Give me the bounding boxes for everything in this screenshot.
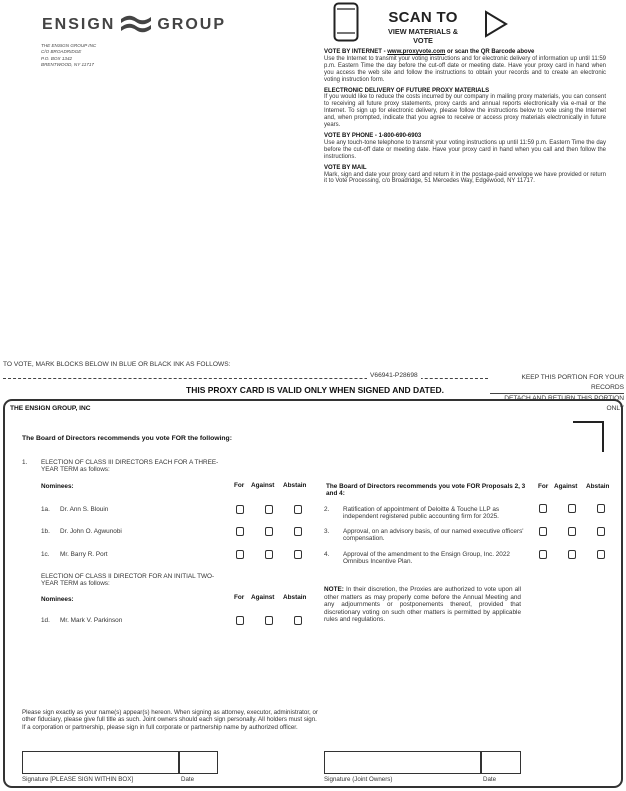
play-arrow-icon bbox=[483, 10, 509, 38]
proposals-recommendation: The Board of Directors recommends you vote FOR Proposals 2, 3 and 4: bbox=[326, 483, 526, 497]
nominees-label: Nominees: bbox=[41, 596, 74, 603]
ensign-group-logo bbox=[42, 10, 232, 40]
col-against: Against bbox=[251, 594, 275, 601]
company-name: THE ENSIGN GROUP, INC bbox=[10, 405, 91, 412]
proposal-number: 4. bbox=[324, 551, 330, 558]
vote-internet-body: Use the Internet to transmit your voting instructions and for electronic delivery of information up until 11:59 p.m. Eastern Time the day before the cut-off date or meeting date. Have your proxy card in hand when you access the web site and follow the instructions to obtain your records and to create an electronic voting instruction form. bbox=[324, 55, 606, 83]
proposal-text: Approval, on an advisory basis, of our named executive officers' compensation. bbox=[343, 528, 524, 542]
mark-instruction: TO VOTE, MARK BLOCKS BELOW IN BLUE OR BLACK INK AS FOLLOWS: bbox=[3, 361, 231, 368]
proposal-text: Approval of the amendment to the Ensign Group, Inc. 2022 Omnibus Incentive Plan. bbox=[343, 551, 510, 565]
vote-for-checkbox[interactable] bbox=[236, 505, 244, 514]
col-for: For bbox=[234, 594, 245, 601]
date-box[interactable] bbox=[179, 751, 218, 774]
class-ii-election-title: ELECTION OF CLASS II DIRECTOR FOR AN INITIAL TWO-YEAR TERM as follows: bbox=[41, 573, 215, 587]
address-line: P.O. BOX 1342 bbox=[41, 55, 73, 61]
vote-abstain-checkbox[interactable] bbox=[597, 527, 605, 536]
nominee-number: 1b. bbox=[41, 528, 50, 535]
address-line: THE ENSIGN GROUP INC bbox=[41, 43, 97, 48]
vote-abstain-checkbox[interactable] bbox=[294, 505, 302, 514]
vote-for-checkbox[interactable] bbox=[539, 550, 547, 559]
board-recommendation: The Board of Directors recommends you vote FOR the following: bbox=[22, 435, 232, 442]
nominee-number: 1a. bbox=[41, 506, 50, 513]
col-abstain: Abstain bbox=[586, 483, 610, 490]
proxyvote-link[interactable]: www.proxyvote.com bbox=[387, 49, 446, 55]
proposal-number: 3. bbox=[324, 528, 330, 535]
note-label: NOTE: bbox=[324, 586, 344, 593]
electronic-delivery-body: If you would like to reduce the costs incurred by our company in mailing proxy materials, you can consent to receiving all future proxy statements, proxy cards and annual reports electronically via e-mail or the Internet. To sign up for electronic delivery, please follow the instructions below to vote using the Internet and, when prompted, indicate that you agree to receive or access proxy materials electronically in future years. bbox=[324, 94, 606, 129]
vote-for-checkbox[interactable] bbox=[236, 616, 244, 625]
vote-abstain-checkbox[interactable] bbox=[294, 527, 302, 536]
vote-phone-body: Use any touch-tone telephone to transmit your voting instructions up until 11:59 p.m. Eastern Time the day before the cut-off date or meeting date. Have your proxy card in hand when you call and then follow the instructions. bbox=[324, 139, 606, 160]
date-label: Date bbox=[181, 776, 195, 783]
vote-abstain-checkbox[interactable] bbox=[597, 550, 605, 559]
proposal-number: 2. bbox=[324, 506, 330, 513]
scan-subtitle: VIEW MATERIALS & VOTE bbox=[388, 27, 458, 45]
return-address bbox=[41, 43, 96, 68]
col-abstain: Abstain bbox=[283, 594, 307, 601]
electronic-delivery-heading: ELECTRONIC DELIVERY OF FUTURE PROXY MATERIALS bbox=[324, 87, 490, 94]
proposal-text: Ratification of appointment of Deloitte & Touche LLP as independent registered public accounting firm for 2025. bbox=[343, 506, 500, 520]
detach-portion-text: DETACH AND RETURN THIS PORTION ONLY bbox=[504, 395, 624, 412]
vote-abstain-checkbox[interactable] bbox=[294, 616, 302, 625]
nominee-number: 1d. bbox=[41, 617, 50, 624]
vote-against-checkbox[interactable] bbox=[265, 527, 273, 536]
vote-against-checkbox[interactable] bbox=[568, 550, 576, 559]
logo-word-right: GROUP bbox=[157, 16, 227, 33]
nominee-name: Dr. Ann S. Blouin bbox=[60, 506, 109, 513]
vote-against-checkbox[interactable] bbox=[265, 616, 273, 625]
signature-label: Signature [PLEASE SIGN WITHIN BOX] bbox=[22, 776, 134, 783]
vote-abstain-checkbox[interactable] bbox=[597, 504, 605, 513]
vote-mail-heading: VOTE BY MAIL bbox=[324, 164, 367, 171]
col-for: For bbox=[538, 483, 549, 490]
logo-word-left: ENSIGN bbox=[42, 16, 116, 33]
col-abstain: Abstain bbox=[283, 482, 307, 489]
class-iii-election-title: ELECTION OF CLASS III DIRECTORS EACH FOR A THREE-YEAR TERM as follows: bbox=[41, 459, 219, 473]
vote-for-checkbox[interactable] bbox=[539, 527, 547, 536]
address-line: BRENTWOOD, NY 11717 bbox=[41, 61, 94, 67]
nominee-name: Mr. Barry R. Port bbox=[60, 551, 108, 558]
scan-title: SCAN TO bbox=[388, 9, 458, 26]
vote-against-checkbox[interactable] bbox=[265, 505, 273, 514]
logo-wave-icon bbox=[119, 13, 153, 37]
valid-notice: THIS PROXY CARD IS VALID ONLY WHEN SIGNED AND DATED. bbox=[186, 385, 445, 395]
col-against: Against bbox=[554, 483, 578, 490]
nominee-name: Dr. John O. Agwunobi bbox=[60, 528, 122, 535]
vote-for-checkbox[interactable] bbox=[236, 550, 244, 559]
nominees-label: Nominees: bbox=[41, 483, 74, 490]
discretion-note bbox=[324, 586, 521, 624]
signature-instructions: Please sign exactly as your name(s) appear(s) hereon. When signing as attorney, executor, administrator, or other fiduciary, please give full title as such. Joint owners should each sign personally. All holders must sign. If a corporation or partnership, please sign in full corporate or partnership name by authorized officer. bbox=[22, 709, 318, 731]
vote-for-checkbox[interactable] bbox=[539, 504, 547, 513]
vote-internet-heading: VOTE BY INTERNET - www.proxyvote.com or scan the QR Barcode above bbox=[324, 49, 535, 55]
vote-abstain-checkbox[interactable] bbox=[294, 550, 302, 559]
nominee-name: Mr. Mark V. Parkinson bbox=[60, 617, 123, 624]
vote-mail-body: Mark, sign and date your proxy card and return it in the postage-paid envelope we have provided or return it to Vote Processing, c/o Broadridge, 51 Mercedes Way, Edgewood, NY 11717. bbox=[324, 171, 606, 185]
joint-signature-label: Signature (Joint Owners) bbox=[324, 776, 393, 783]
signature-box[interactable] bbox=[22, 751, 179, 774]
keep-portion-text: KEEP THIS PORTION FOR YOUR RECORDS bbox=[490, 373, 624, 394]
vote-for-checkbox[interactable] bbox=[236, 527, 244, 536]
joint-signature-box[interactable] bbox=[324, 751, 481, 774]
vote-against-checkbox[interactable] bbox=[568, 504, 576, 513]
item-number: 1. bbox=[22, 459, 28, 466]
nominee-number: 1c. bbox=[41, 551, 50, 558]
joint-date-box[interactable] bbox=[481, 751, 521, 774]
joint-date-label: Date bbox=[483, 776, 497, 783]
note-text: In their discretion, the Proxies are authorized to vote upon all other matters as may properly come before the Annual Meeting and any adjournments or postponements thereof, provided that discretionary voting on such other matters is permitted by applicable rules and regulations. bbox=[324, 586, 521, 624]
control-code: V66941-P28698 bbox=[367, 372, 421, 379]
vote-against-checkbox[interactable] bbox=[568, 527, 576, 536]
col-for: For bbox=[234, 482, 245, 489]
smartphone-icon bbox=[333, 2, 359, 42]
vote-against-checkbox[interactable] bbox=[265, 550, 273, 559]
voting-instructions bbox=[324, 49, 606, 189]
address-line: C/O BROADRIDGE bbox=[41, 49, 82, 55]
corner-mark bbox=[573, 421, 604, 452]
vote-phone-heading: VOTE BY PHONE - 1-800-690-6903 bbox=[324, 132, 422, 139]
col-against: Against bbox=[251, 482, 275, 489]
